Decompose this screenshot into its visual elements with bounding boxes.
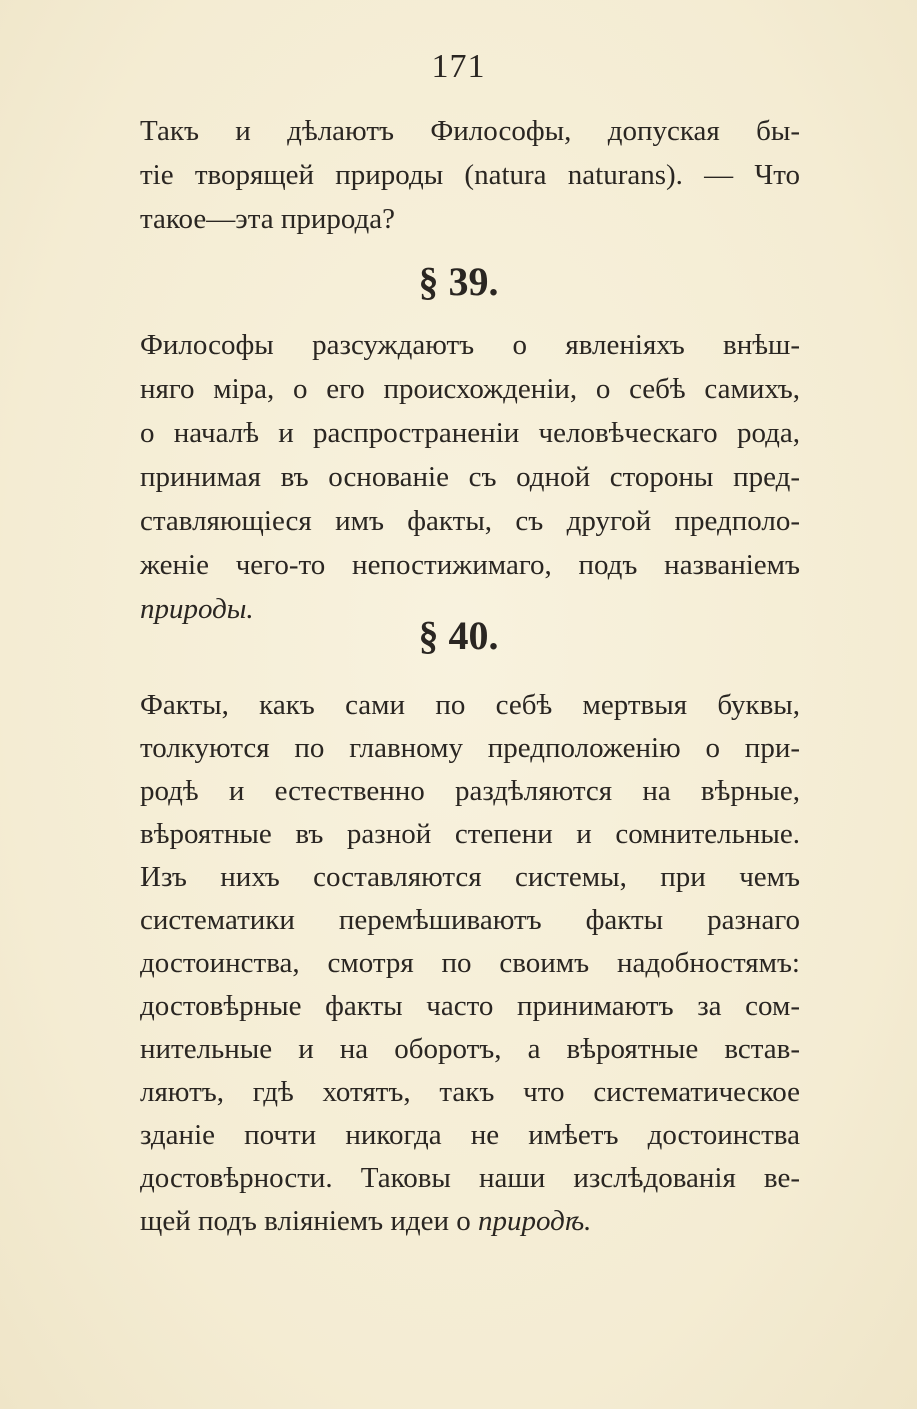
text-line: Изъ нихъ составляются системы, при чемъ	[140, 861, 800, 893]
text-line: систематики перемѣшиваютъ факты разнаго	[140, 904, 800, 936]
text-line: о началѣ и распространеніи человѣческаго рода,	[140, 417, 800, 449]
text-line: Философы разсуждаютъ о явленіяхъ внѣш-	[140, 329, 800, 361]
text-fragment: щей подъ вліяніемъ идеи о	[140, 1205, 471, 1237]
text-line: принимая въ основаніе съ одной стороны пред-	[140, 461, 800, 493]
text-line: Такъ и дѣлаютъ Философы, допуская бы-	[140, 115, 800, 147]
text-line: Факты, какъ сами по себѣ мертвыя буквы,	[140, 689, 800, 721]
text-line: нительные и на оборотъ, а вѣроятные встав-	[140, 1033, 800, 1065]
section-heading-39: § 39.	[418, 259, 499, 304]
text-line: толкуются по главному предположенію о при-	[140, 732, 800, 764]
text-line: достовѣрности. Таковы наши изслѣдованія ве-	[140, 1162, 800, 1194]
text-line: достовѣрные факты часто принимаютъ за сом-	[140, 990, 800, 1022]
text-line: зданіе почти никогда не имѣетъ достоинства	[140, 1119, 800, 1151]
text-line: такое—эта природа?	[140, 203, 396, 235]
italic-word: природѣ.	[478, 1205, 592, 1237]
text-line: тіе творящей природы (natura naturans). — Что	[140, 159, 800, 191]
page-number: 171	[431, 48, 486, 85]
text-line: родѣ и естественно раздѣляются на вѣрные,	[140, 775, 800, 807]
text-line: женіе чего-то непостижимаго, подъ названіемъ	[140, 549, 800, 581]
text-line: няго міра, о его происхожденіи, о себѣ самихъ,	[140, 373, 800, 405]
text-line: ляютъ, гдѣ хотятъ, такъ что систематическое	[140, 1076, 800, 1108]
text-line	[140, 1202, 800, 1240]
text-line: достоинства, смотря по своимъ надобностямъ:	[140, 947, 800, 979]
italic-word: природы.	[140, 593, 254, 625]
text-line: вѣроятные въ разной степени и сомнительные.	[140, 818, 800, 850]
text-line: ставляющіеся имъ факты, съ другой предполо-	[140, 505, 800, 537]
section-heading-40: § 40.	[418, 613, 499, 658]
